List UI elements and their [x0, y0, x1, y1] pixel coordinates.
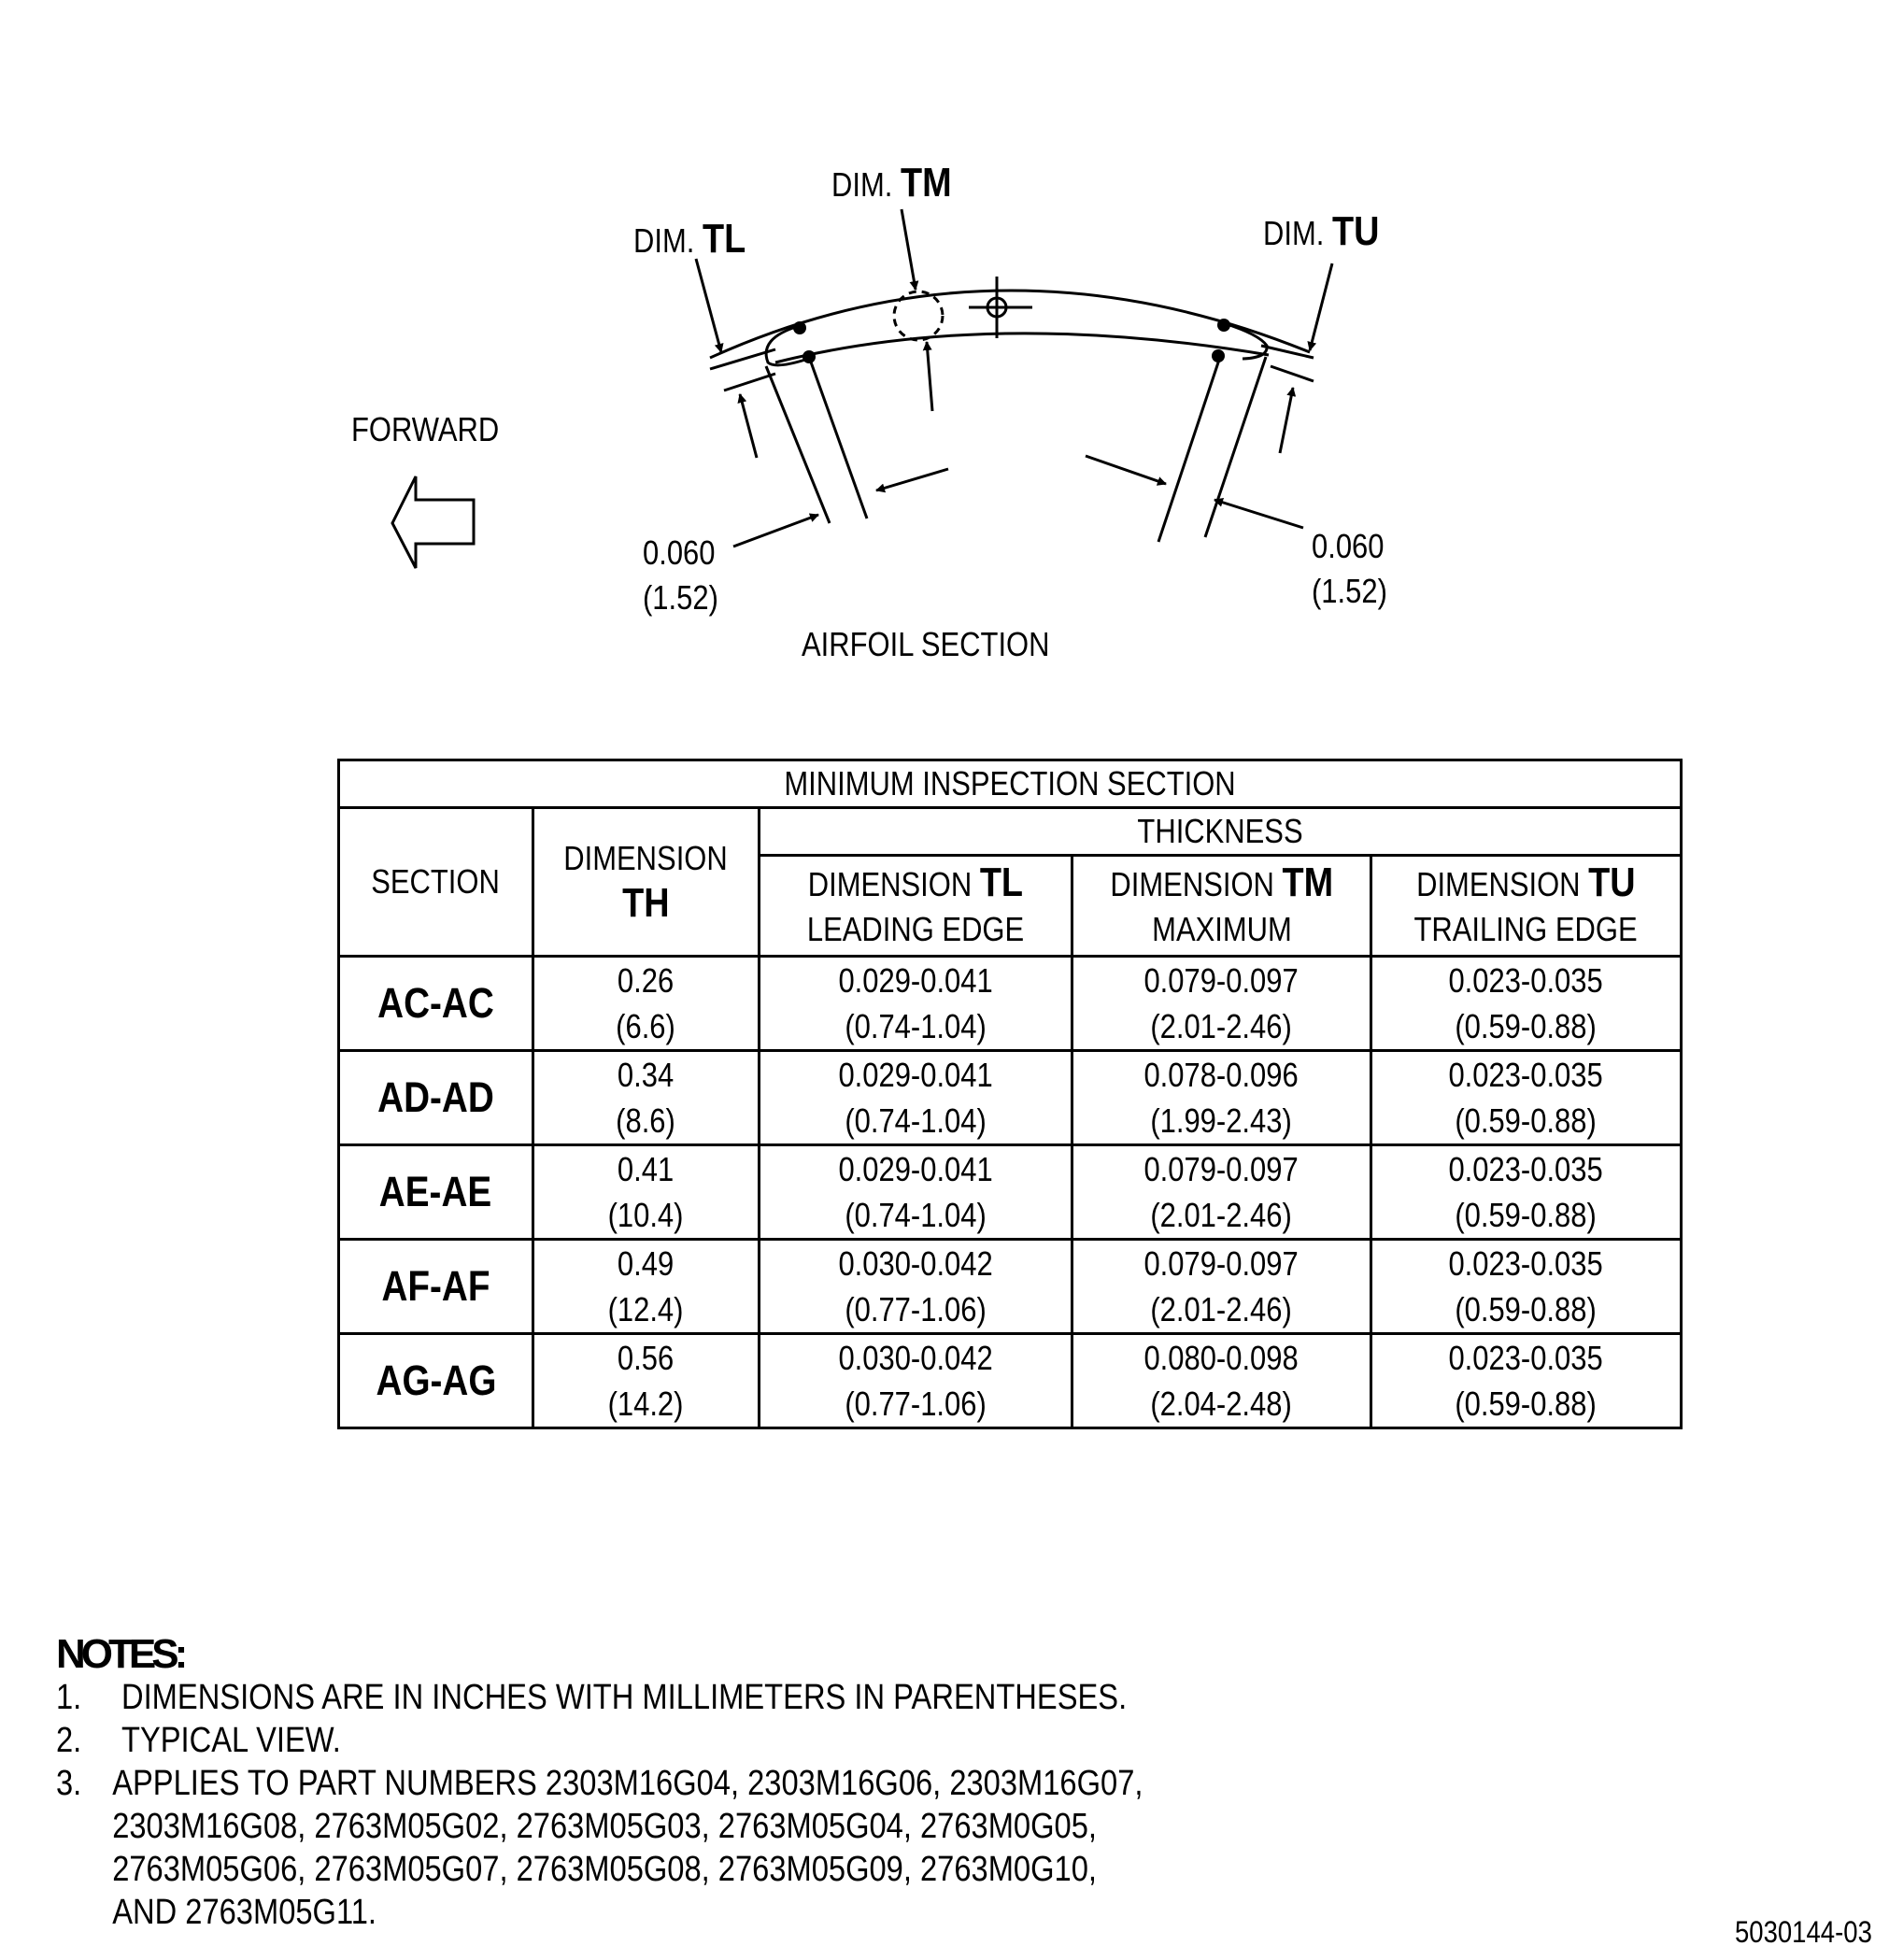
header-th: DIMENSION TH	[533, 808, 760, 957]
th-cell: 0.56 (14.2)	[533, 1334, 760, 1428]
tm-cell: 0.079-0.097 (2.01-2.46)	[1072, 957, 1371, 1051]
note-item: 2. TYPICAL VIEW.	[56, 1721, 341, 1760]
tm-cell: 0.078-0.096 (1.99-2.43)	[1072, 1051, 1371, 1145]
th-cell: 0.49 (12.4)	[533, 1240, 760, 1334]
notes	[56, 1633, 1457, 1934]
th-cell: 0.34 (8.6)	[533, 1051, 760, 1145]
tu-cell: 0.023-0.035 (0.59-0.88)	[1371, 1051, 1682, 1145]
dim-tm-arrow	[902, 209, 916, 290]
tl-cell: 0.029-0.041 (0.74-1.04)	[760, 1145, 1072, 1240]
tm-cell: 0.080-0.098 (2.04-2.48)	[1072, 1334, 1371, 1428]
dim-tm-label: DIM. TM	[831, 160, 952, 206]
section-cell: AG-AG	[339, 1334, 533, 1428]
dim-tl-label: DIM. TL	[633, 216, 746, 262]
table-row	[339, 1334, 1682, 1428]
airfoil-inner-surface	[775, 334, 1269, 362]
measure-point	[802, 350, 816, 363]
offset-right-label: 0.060 (1.52)	[1312, 527, 1387, 610]
section-cell: AC-AC	[339, 957, 533, 1051]
offset-left-arrow	[733, 515, 818, 547]
header-thickness: THICKNESS	[760, 808, 1682, 856]
note-item: 3. APPLIES TO PART NUMBERS 2303M16G04, 2303M16G06, 2303M16G07, 2303M16G08, 2763M05G02, 2763M05G03, 2763M05G04, 2763M0G05, 2763M05G06, 2763M05G07, 2763M05G08, 2763M05G09, 2763M0G10, AND 2763M05G11.	[56, 1764, 1143, 1932]
forward-arrow-icon	[392, 476, 474, 568]
header-section: SECTION	[339, 808, 533, 957]
tl-cell: 0.029-0.041 (0.74-1.04)	[760, 957, 1072, 1051]
measure-point	[1217, 319, 1230, 332]
inspection-table	[337, 759, 1683, 1429]
th-cell: 0.26 (6.6)	[533, 957, 760, 1051]
header-tl: DIMENSION TL LEADING EDGE	[760, 856, 1072, 957]
max-thickness-circle	[894, 291, 943, 340]
dim-tm-up-arrow	[927, 342, 932, 411]
airfoil-section-diagram	[0, 0, 1889, 710]
table-row	[339, 1051, 1682, 1145]
section-cell: AF-AF	[339, 1240, 533, 1334]
notes-title: NOTES:	[56, 1631, 184, 1677]
table-row	[339, 1240, 1682, 1334]
figure-number: 5030144-03	[1735, 1915, 1873, 1949]
section-cell: AE-AE	[339, 1145, 533, 1240]
header-tm: DIMENSION TM MAXIMUM	[1072, 856, 1371, 957]
section-title: AIRFOIL SECTION	[802, 625, 1050, 663]
tu-cell: 0.023-0.035 (0.59-0.88)	[1371, 1334, 1682, 1428]
offset-right-arrow	[1214, 500, 1303, 528]
dim-tu-label: DIM. TU	[1263, 208, 1380, 254]
tl-cell: 0.030-0.042 (0.77-1.06)	[760, 1240, 1072, 1334]
table-row	[339, 957, 1682, 1051]
offset-left-label: 0.060 (1.52)	[643, 533, 718, 617]
note-item: 1. DIMENSIONS ARE IN INCHES WITH MILLIMETERS IN PARENTHESES.	[56, 1678, 1128, 1717]
tm-cell: 0.079-0.097 (2.01-2.46)	[1072, 1240, 1371, 1334]
dim-tu-arrow	[1310, 263, 1332, 350]
measure-point	[793, 321, 806, 334]
dim-tl-arrow	[696, 259, 721, 352]
tm-cell: 0.079-0.097 (2.01-2.46)	[1072, 1145, 1371, 1240]
section-cell: AD-AD	[339, 1051, 533, 1145]
table-title: MINIMUM INSPECTION SECTION	[339, 760, 1682, 808]
tl-cell: 0.029-0.041 (0.74-1.04)	[760, 1051, 1072, 1145]
table-row	[339, 1145, 1682, 1240]
tu-cell: 0.023-0.035 (0.59-0.88)	[1371, 957, 1682, 1051]
forward-label: FORWARD	[351, 410, 500, 448]
measure-point	[1212, 349, 1225, 362]
header-tu: DIMENSION TU TRAILING EDGE	[1371, 856, 1682, 957]
tu-cell: 0.023-0.035 (0.59-0.88)	[1371, 1145, 1682, 1240]
tu-cell: 0.023-0.035 (0.59-0.88)	[1371, 1240, 1682, 1334]
tl-cell: 0.030-0.042 (0.77-1.06)	[760, 1334, 1072, 1428]
th-cell: 0.41 (10.4)	[533, 1145, 760, 1240]
